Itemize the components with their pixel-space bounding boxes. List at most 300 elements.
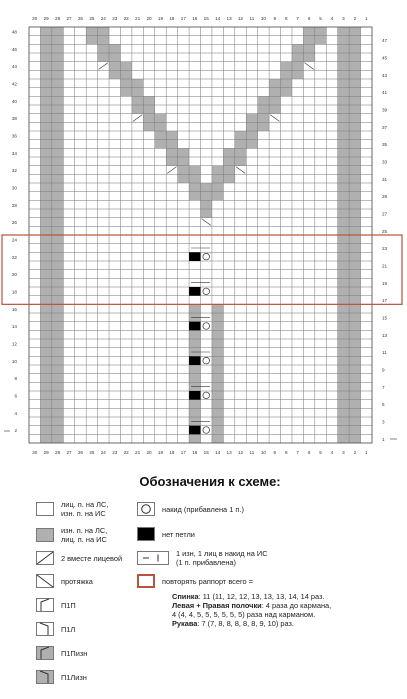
- purl-cell: [40, 322, 51, 331]
- repeat-frame-icon: [137, 574, 155, 588]
- purl-cell: [338, 183, 349, 192]
- purl-cell: [338, 313, 349, 322]
- column-number-bottom: 27: [66, 450, 72, 455]
- purl-cell: [40, 174, 51, 183]
- legend-item-purl: [36, 526, 107, 544]
- purl-cell: [338, 270, 349, 279]
- purl-cell: [349, 131, 360, 140]
- row-number-right: 1: [382, 436, 385, 442]
- purl-cell: [52, 183, 63, 192]
- purl-cell: [201, 200, 212, 209]
- row-number-left: 40: [11, 98, 17, 104]
- purl-cell: [40, 348, 51, 357]
- row-number-left: 12: [11, 341, 17, 347]
- purl-cell: [349, 140, 360, 149]
- purl-cell: [338, 287, 349, 296]
- no-stitch-cell: [189, 287, 200, 296]
- purl-cell: [212, 322, 223, 331]
- grey-cell-icon: [36, 528, 54, 542]
- legend-item-repeat: [137, 574, 253, 588]
- column-number-bottom: 21: [135, 450, 141, 455]
- purl-cell: [349, 44, 360, 53]
- purl-cell: [40, 96, 51, 105]
- purl-cell: [349, 408, 360, 417]
- purl-cell: [338, 400, 349, 409]
- purl-cell: [98, 44, 109, 53]
- purl-cell: [212, 339, 223, 348]
- purl-cell: [338, 304, 349, 313]
- no-stitch-cell: [189, 356, 200, 365]
- row-number-left: 8: [14, 376, 17, 382]
- purl-cell: [281, 70, 292, 79]
- purl-cell: [189, 434, 200, 443]
- purl-cell: [40, 79, 51, 88]
- purl-cell: [349, 226, 360, 235]
- row-number-left: 18: [11, 289, 17, 295]
- purl-cell: [40, 339, 51, 348]
- purl-cell: [246, 140, 257, 149]
- purl-cell: [40, 36, 51, 45]
- row-number-left: 24: [11, 237, 17, 243]
- purl-cell: [40, 183, 51, 192]
- purl-cell: [212, 391, 223, 400]
- purl-cell: [349, 348, 360, 357]
- purl-cell: [40, 287, 51, 296]
- legend-text: П1Пизн: [61, 648, 88, 658]
- column-number-top: 18: [169, 16, 175, 21]
- legend-item-p1l: [36, 622, 75, 636]
- purl-cell: [338, 157, 349, 166]
- purl-cell: [338, 348, 349, 357]
- purl-cell: [52, 313, 63, 322]
- column-number-top: 13: [226, 16, 232, 21]
- purl-cell: [40, 296, 51, 305]
- row-number-left: 32: [11, 168, 17, 174]
- legend-item-knit: [36, 500, 108, 518]
- purl-cell: [349, 27, 360, 36]
- purl-cell: [109, 70, 120, 79]
- column-number-bottom: 29: [43, 450, 49, 455]
- column-number-bottom: 11: [249, 450, 255, 455]
- legend-item-k2tog: [36, 551, 122, 565]
- knit-two-together-icon: [36, 551, 54, 565]
- purl-cell: [349, 296, 360, 305]
- purl-cell: [223, 148, 234, 157]
- purl-cell: [212, 408, 223, 417]
- purl-cell: [212, 330, 223, 339]
- purl-cell: [349, 278, 360, 287]
- column-number-bottom: 20: [146, 450, 152, 455]
- row-number-left: 46: [11, 46, 17, 52]
- details-back: Спинка: 11 (11, 12, 12, 13, 13, 13, 14, 14 раз.: [172, 592, 325, 601]
- purl-cell: [201, 192, 212, 201]
- purl-cell: [258, 96, 269, 105]
- purl-cell: [349, 157, 360, 166]
- purl-cell: [52, 148, 63, 157]
- purl-cell: [338, 200, 349, 209]
- purl-cell: [86, 36, 97, 45]
- purl-cell: [338, 166, 349, 175]
- cross-1-right-icon: [36, 598, 54, 612]
- purl-cell: [40, 131, 51, 140]
- purl-cell: [349, 261, 360, 270]
- purl-cell: [349, 252, 360, 261]
- row-number-left: 28: [11, 202, 17, 208]
- column-number-bottom: 10: [260, 450, 266, 455]
- purl-cell: [349, 244, 360, 253]
- column-number-bottom: 9: [273, 450, 277, 455]
- purl-cell: [189, 192, 200, 201]
- column-number-bottom: 17: [180, 450, 186, 455]
- column-number-bottom: 28: [55, 450, 61, 455]
- purl-cell: [258, 122, 269, 131]
- purl-cell: [40, 374, 51, 383]
- column-number-bottom: 8: [284, 450, 288, 455]
- purl-cell: [212, 192, 223, 201]
- purl-cell: [178, 148, 189, 157]
- purl-cell: [223, 174, 234, 183]
- purl-cell: [52, 426, 63, 435]
- column-number-bottom: 26: [77, 450, 84, 455]
- purl-cell: [178, 174, 189, 183]
- purl-cell: [235, 131, 246, 140]
- column-number-bottom: 15: [203, 450, 209, 455]
- purl-cell: [52, 105, 63, 114]
- row-number-left: 22: [11, 254, 17, 260]
- purl-cell: [349, 304, 360, 313]
- purl-cell: [40, 391, 51, 400]
- purl-cell: [40, 62, 51, 71]
- purl-cell: [349, 270, 360, 279]
- purl-cell: [338, 408, 349, 417]
- column-number-bottom: 5: [319, 450, 322, 455]
- purl-cell: [349, 36, 360, 45]
- row-number-right: 35: [382, 142, 388, 148]
- purl-cell: [40, 53, 51, 62]
- column-number-top: 5: [319, 16, 322, 21]
- purl-cell: [349, 313, 360, 322]
- column-number-top: 21: [135, 16, 141, 21]
- legend-text: 1 изн, 1 лиц в накид на ИС (1 п. прибавлена): [176, 549, 268, 567]
- purl-cell: [246, 114, 257, 123]
- purl-cell: [52, 244, 63, 253]
- purl-cell: [338, 174, 349, 183]
- purl-cell: [52, 270, 63, 279]
- purl-cell: [349, 200, 360, 209]
- purl-cell: [338, 148, 349, 157]
- row-number-left: 6: [14, 393, 17, 399]
- purl-cell: [143, 122, 154, 131]
- purl-cell: [52, 434, 63, 443]
- purl-cell: [212, 166, 223, 175]
- purl-cell: [235, 157, 246, 166]
- purl-cell: [212, 183, 223, 192]
- purl-cell: [143, 114, 154, 123]
- purl-cell: [349, 166, 360, 175]
- purl-cell: [52, 174, 63, 183]
- purl-cell: [338, 114, 349, 123]
- purl-cell: [338, 131, 349, 140]
- purl-cell: [40, 166, 51, 175]
- legend-item-p1lizn: [36, 670, 87, 684]
- purl-cell: [189, 174, 200, 183]
- purl-cell: [292, 70, 303, 79]
- column-number-top: 17: [180, 16, 186, 21]
- row-number-left: 38: [11, 116, 17, 122]
- purl-cell: [338, 244, 349, 253]
- purl-cell: [155, 131, 166, 140]
- purl-cell: [338, 330, 349, 339]
- purl-cell: [349, 114, 360, 123]
- row-number-right: 15: [382, 315, 388, 321]
- purl-cell: [40, 148, 51, 157]
- column-number-top: 29: [43, 16, 49, 21]
- purl-cell: [98, 27, 109, 36]
- purl-cell: [166, 131, 177, 140]
- purl-cell: [52, 70, 63, 79]
- cross-1-left-icon: [36, 622, 54, 636]
- purl-cell: [52, 330, 63, 339]
- row-number-right: 9: [382, 367, 385, 373]
- purl-cell: [52, 374, 63, 383]
- purl-cell: [52, 140, 63, 149]
- purl-cell: [349, 365, 360, 374]
- column-number-top: 6: [307, 16, 311, 21]
- column-number-top: 7: [296, 16, 299, 21]
- row-number-left: 20: [11, 272, 17, 278]
- purl-cell: [212, 426, 223, 435]
- purl-cell: [338, 79, 349, 88]
- purl-cell: [40, 382, 51, 391]
- row-number-right: 29: [382, 194, 388, 200]
- column-number-top: 24: [100, 16, 106, 21]
- purl-cell: [338, 391, 349, 400]
- purl-cell: [349, 148, 360, 157]
- purl-cell: [349, 339, 360, 348]
- row-number-right: 25: [382, 228, 388, 234]
- purl-cell: [292, 44, 303, 53]
- purl-cell: [349, 70, 360, 79]
- column-number-bottom: 1: [365, 450, 368, 455]
- purl-cell: [349, 192, 360, 201]
- purl-cell: [338, 53, 349, 62]
- purl-cell: [338, 36, 349, 45]
- purl-cell: [281, 88, 292, 97]
- slip-pass-icon: [36, 574, 54, 588]
- column-number-top: 19: [157, 16, 164, 21]
- no-stitch-cell: [189, 252, 200, 261]
- purl-cell: [52, 408, 63, 417]
- row-number-right: 43: [382, 72, 388, 78]
- row-number-right: 39: [382, 107, 388, 113]
- purl-cell: [349, 434, 360, 443]
- row-number-left: 16: [11, 306, 17, 312]
- purl-cell: [40, 356, 51, 365]
- purl-cell: [52, 96, 63, 105]
- purl-cell: [349, 218, 360, 227]
- purl-cell: [338, 417, 349, 426]
- row-number-right: 21: [382, 263, 388, 269]
- purl-cell: [52, 88, 63, 97]
- column-number-bottom: 14: [215, 450, 221, 455]
- purl-cell: [40, 400, 51, 409]
- legend-item-yo: [137, 502, 244, 516]
- legend-item-no-stitch: [137, 527, 195, 541]
- purl-cell: [52, 131, 63, 140]
- purl-cell: [349, 122, 360, 131]
- purl-cell: [40, 88, 51, 97]
- purl-cell: [52, 200, 63, 209]
- purl-cell: [246, 131, 257, 140]
- row-number-right: 33: [382, 159, 388, 165]
- purl-cell: [223, 166, 234, 175]
- purl-cell: [40, 252, 51, 261]
- column-number-top: 25: [89, 16, 95, 21]
- purl-cell: [338, 374, 349, 383]
- legend-text: 2 вместе лицевой: [61, 553, 123, 563]
- purl-cell: [40, 70, 51, 79]
- purl-cell: [189, 339, 200, 348]
- column-number-top: 14: [215, 16, 221, 21]
- purl-cell: [86, 27, 97, 36]
- row-number-left: 2: [14, 428, 17, 434]
- purl-cell: [52, 287, 63, 296]
- cross-left-purl-icon: [36, 670, 54, 684]
- purl-cell: [338, 278, 349, 287]
- purl-cell: [52, 382, 63, 391]
- legend-text: П1Лизн: [61, 672, 87, 682]
- purl-cell: [40, 218, 51, 227]
- purl-cell: [40, 209, 51, 218]
- row-number-right: 41: [382, 90, 388, 96]
- purl-cell: [338, 140, 349, 149]
- purl-cell: [349, 400, 360, 409]
- purl-cell: [338, 235, 349, 244]
- purl-cell: [52, 79, 63, 88]
- purl-cell: [349, 391, 360, 400]
- purl-cell: [258, 105, 269, 114]
- purl-cell: [201, 209, 212, 218]
- purl-cell: [338, 434, 349, 443]
- purl-cell: [349, 174, 360, 183]
- column-number-top: 12: [237, 16, 244, 21]
- purl-cell: [201, 183, 212, 192]
- purl-cell: [349, 79, 360, 88]
- purl-cell: [349, 417, 360, 426]
- legend-text: нет петли: [162, 529, 195, 539]
- details-sleeves: Рукава: 7 (7, 8, 8, 8, 8, 8, 9, 10) раз.: [172, 619, 294, 628]
- row-number-left: 34: [11, 150, 17, 156]
- purl-cell: [52, 356, 63, 365]
- purl-cell: [315, 36, 326, 45]
- purl-cell: [52, 296, 63, 305]
- column-number-bottom: 19: [157, 450, 164, 455]
- legend-text: П1П: [61, 600, 76, 610]
- purl-cell: [338, 62, 349, 71]
- purl-cell: [166, 157, 177, 166]
- purl-cell: [40, 44, 51, 53]
- row-number-right: 7: [382, 384, 385, 390]
- purl-cell: [40, 114, 51, 123]
- purl-cell: [52, 348, 63, 357]
- legend-item-p1p: [36, 598, 76, 612]
- purl-cell: [189, 400, 200, 409]
- purl-cell: [40, 140, 51, 149]
- purl-cell: [178, 157, 189, 166]
- row-number-left: 36: [11, 133, 17, 139]
- purl-cell: [349, 330, 360, 339]
- row-number-right: 17: [382, 298, 388, 304]
- purl-cell: [166, 148, 177, 157]
- row-number-right: 31: [382, 176, 388, 182]
- legend-text: лиц. п. на ЛС, изн. п. на ИС: [61, 500, 109, 518]
- column-number-bottom: 24: [100, 450, 106, 455]
- purl-cell: [292, 62, 303, 71]
- row-number-left: 42: [11, 81, 17, 87]
- column-number-top: 15: [203, 16, 209, 21]
- purl-cell: [212, 400, 223, 409]
- purl-cell: [315, 27, 326, 36]
- purl-cell: [189, 374, 200, 383]
- purl-cell: [52, 53, 63, 62]
- purl-cell: [258, 114, 269, 123]
- purl-cell: [338, 365, 349, 374]
- purl-cell: [338, 88, 349, 97]
- purl-cell: [269, 79, 280, 88]
- purl-cell: [189, 408, 200, 417]
- purl-cell: [338, 192, 349, 201]
- purl-cell: [40, 157, 51, 166]
- purl-cell: [349, 382, 360, 391]
- purl-cell: [189, 330, 200, 339]
- purl-cell: [349, 62, 360, 71]
- purl-cell: [212, 174, 223, 183]
- purl-cell: [52, 365, 63, 374]
- purl-cell: [212, 434, 223, 443]
- purl-cell: [52, 122, 63, 131]
- purl-cell: [40, 313, 51, 322]
- row-number-right: 37: [382, 124, 388, 130]
- legend-title: Обозначения к схеме:: [139, 474, 281, 489]
- row-number-left: 48: [11, 29, 17, 35]
- no-stitch-icon: [137, 527, 155, 541]
- purl-cell: [349, 53, 360, 62]
- row-number-left: 14: [11, 324, 17, 330]
- purl-cell: [132, 96, 143, 105]
- row-number-right: 27: [382, 211, 388, 217]
- purl-cell: [52, 157, 63, 166]
- purl-cell: [120, 88, 131, 97]
- row-number-left: 4: [14, 410, 17, 416]
- column-number-top: 26: [77, 16, 84, 21]
- row-number-right: 45: [382, 55, 388, 61]
- repeat-details: [172, 592, 331, 628]
- column-number-top: 11: [249, 16, 255, 21]
- purl-cell: [40, 365, 51, 374]
- legend-text: протяжка: [61, 576, 93, 586]
- purl-cell: [178, 166, 189, 175]
- purl-cell: [212, 417, 223, 426]
- purl-cell: [338, 27, 349, 36]
- purl-cell: [212, 313, 223, 322]
- row-number-right: 5: [382, 402, 385, 408]
- purl-cell: [246, 122, 257, 131]
- purl-cell: [349, 105, 360, 114]
- purl-cell: [40, 27, 51, 36]
- no-stitch-cell: [189, 426, 200, 435]
- column-number-bottom: 23: [112, 450, 118, 455]
- purl-cell: [52, 261, 63, 270]
